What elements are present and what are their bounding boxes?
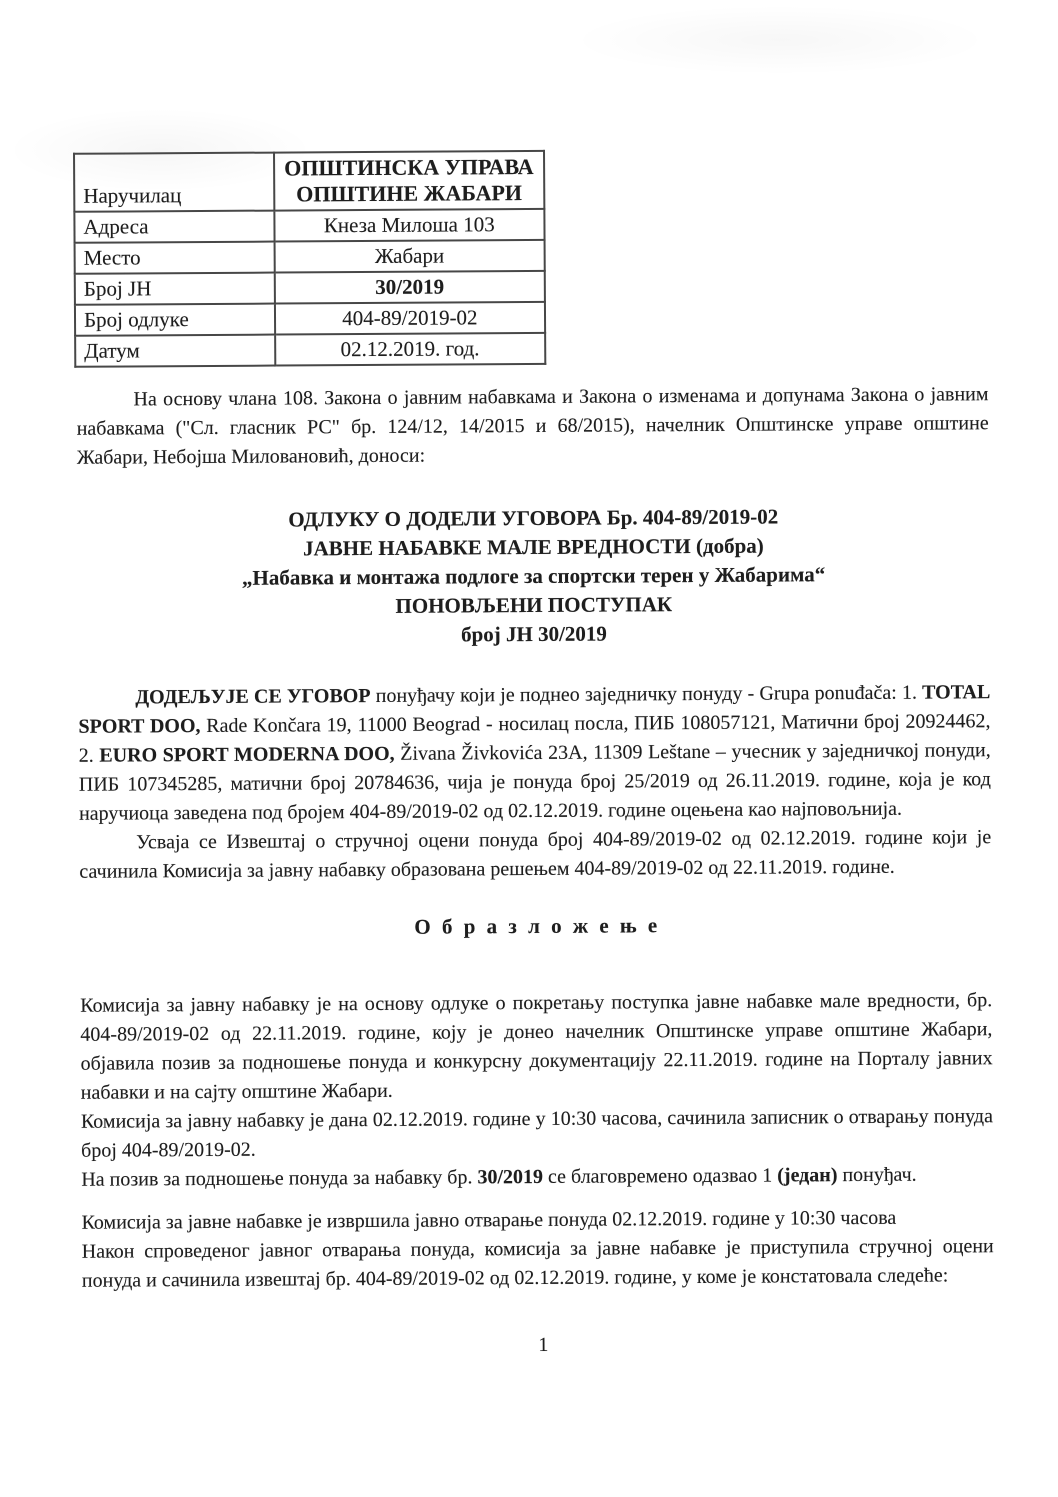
field-label: Датум — [75, 335, 275, 367]
page-number: 1 — [538, 1333, 549, 1356]
decision-title-line: ЈАВНЕ НАБАВКЕ МАЛЕ ВРЕДНОСТИ (добра) — [303, 533, 764, 561]
contract-award-paragraph — [78, 678, 991, 829]
bidder-2-name: EURO SPORT MODERNA DOO, — [99, 742, 395, 767]
table-row — [74, 151, 544, 212]
rationale-paragraph-5: Након спроведеног јавног отварања понуда, комисија за јавне набавке је приступила стручној оцени понуда и сачинила извештај бр. 404-89/2019-02 од 02.12.2019. године, у коме је констатовала следеће: — [81, 1235, 994, 1292]
decision-title-line: ОДЛУКУ О ДОДЕЛИ УГОВОРА Бр. 404-89/2019-02 — [288, 504, 779, 532]
rationale-heading: О б р а з л о ж е њ е — [414, 913, 658, 939]
field-label: Место — [75, 242, 275, 274]
bidder-1-details: Rade Končara 19, 11000 Beograd - носилац посла, ПИБ 108057121, Матични број 20924462, 2. — [78, 710, 991, 767]
award-text: понуђачу који је поднео заједничку понуду - Grupa ponuđača: 1. — [370, 681, 923, 707]
decision-title-line: ПОНОВЉЕНИ ПОСТУПАК — [395, 592, 673, 618]
field-value-decision-number: 404-89/2019-02 — [275, 302, 546, 335]
field-label: Број ЈН — [75, 273, 275, 305]
bid-invitation-text: се благовремено одазвао 1 — [542, 1164, 778, 1188]
table-row — [75, 240, 545, 274]
table-row — [74, 209, 544, 243]
rationale-paragraph-4: Комисија за јавне набавке је извршила јавно отварање понуда 02.12.2019. године у 10:30 часова — [81, 1206, 897, 1234]
rationale-paragraph-3 — [81, 1160, 993, 1195]
field-value-contracting-authority: ОПШТИНСКА УПРАВА ОПШТИНЕ ЖАБАРИ — [274, 151, 545, 211]
bid-invitation-text: На позив за подношење понуда за набавку бр. — [81, 1166, 478, 1191]
bidder-2-details: Živana Živkovića 23A, 11309 Leštane – учесник у заједничкој понуди, ПИБ 107345285, матични број 20784636, чија је понуда број 25/2019 од 26.11.2019. године, која је код наручиоца заведена под бројем 404-89/2019-02 од 02.12.2019. године оцењена као најповољнија. — [78, 739, 991, 825]
field-value-address: Кнеза Милоша 103 — [274, 209, 545, 242]
field-value-procurement-number: 30/2019 — [274, 271, 545, 304]
report-adoption-paragraph: Усваја се Извештај о стручној оцени понуда број 404-89/2019-02 од 02.12.2019. године који је сачинила Комисија за јавну набавку образована решењем 404-89/2019-02 од 22.11.2019. године. — [79, 826, 992, 883]
decision-title-line: број ЈН 30/2019 — [460, 621, 607, 647]
table-row — [75, 302, 545, 336]
award-lead: ДОДЕЉУЈЕ СЕ УГОВОР — [135, 684, 371, 709]
decision-title-line: „Набавка и монтажа подлоге за спортски терен у Жабарима“ — [241, 562, 826, 590]
table-row — [75, 333, 545, 367]
rationale-paragraph-2: Комисија за јавну набавку је дана 02.12.2019. године у 10:30 часова, сачинила записник о отварању понуда број 404-89/2019-02. — [80, 1105, 993, 1162]
bidder-1-name: TOTAL SPORT DOO, — [78, 681, 991, 738]
rationale-paragraph-1: Комисија за јавну набавку је на основу одлуке о покретању поступка јавне набавке мале вредности, бр. 404-89/2019-02 од 22.11.2019. године, коју је донео начелник Општинске управе општине Жабари, објавила позив за подношење понуда и конкурсну документацију 22.11.2019. године на Порталу јавних набавки и на сајту општине Жабари. — [80, 989, 993, 1104]
table-row — [75, 271, 545, 305]
scanned-document-page — [75, 147, 994, 1363]
field-label: Адреса — [74, 211, 274, 243]
bid-invitation-text: понуђач. — [837, 1163, 917, 1187]
legal-basis-paragraph: На основу члана 108. Закона о јавним набавкама и Закона о изменама и допунама Закона о јавним набавкама ("Сл. гласник РС" бр. 124/12, 14/2015 и 68/2015), начелник Општинске управе општине Жабари, Небојша Миловановић, доноси: — [76, 383, 989, 469]
field-value-place: Жабари — [274, 240, 545, 273]
procurement-number: 30/2019 — [477, 1165, 544, 1189]
field-label: Број одлуке — [75, 304, 275, 336]
field-value-date: 02.12.2019. год. — [275, 333, 546, 366]
bidder-count: (један) — [777, 1164, 838, 1187]
decision-title — [77, 501, 990, 652]
procurement-header-table — [73, 150, 546, 368]
field-label: Наручилац — [74, 153, 274, 212]
